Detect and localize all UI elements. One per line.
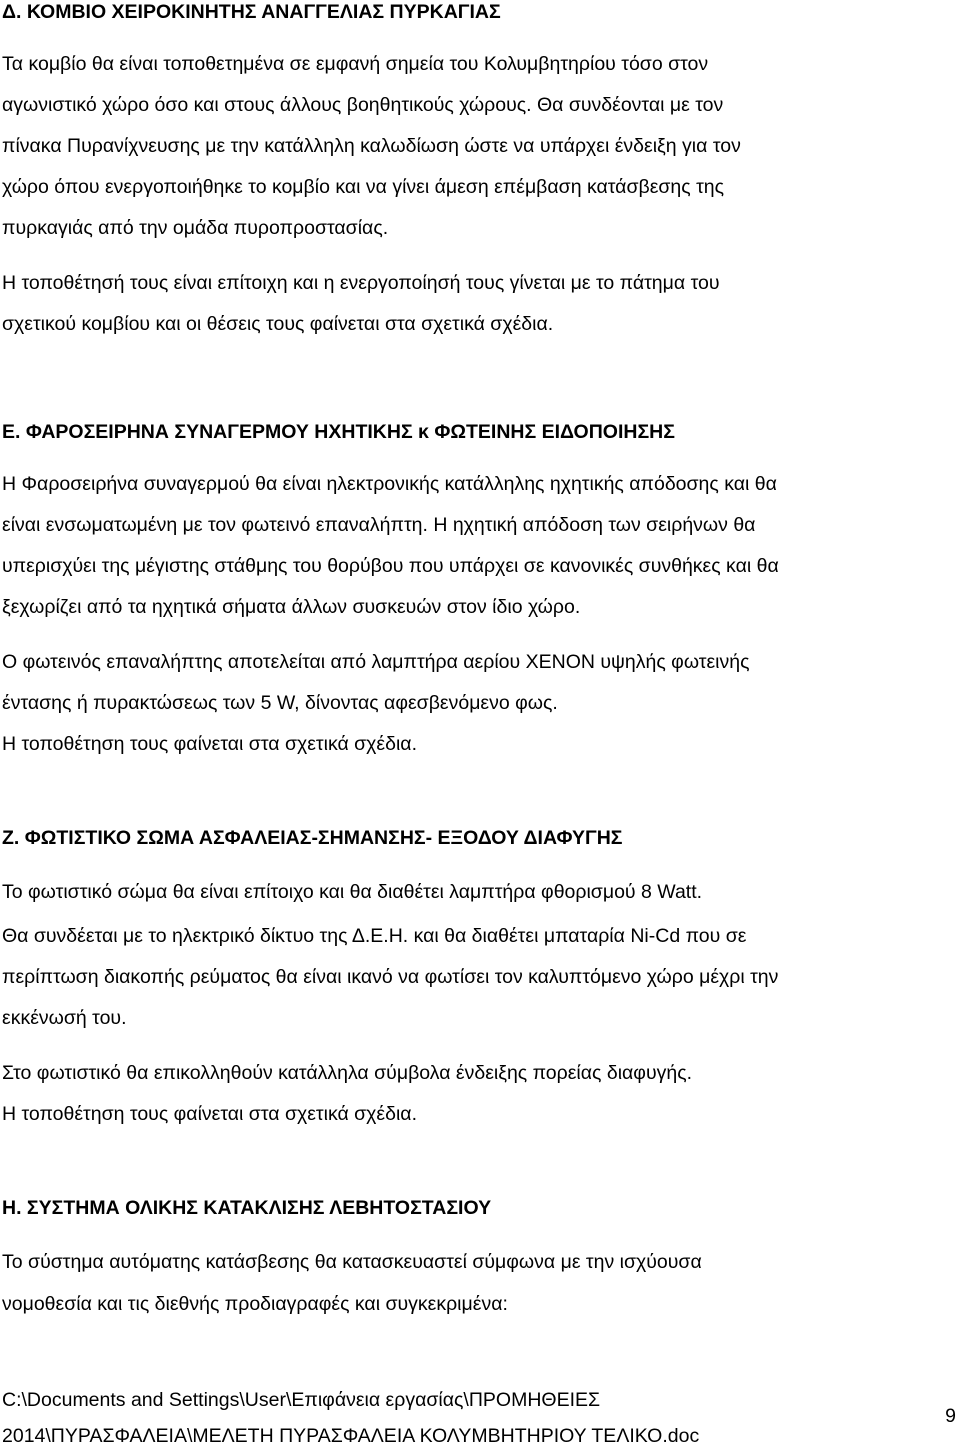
paragraph-line: Η τοποθέτησή τους είναι επίτοιχη και η ενεργοποίησή τους γίνεται με το πάτημα του	[2, 272, 720, 294]
paragraph-line: εκκένωσή του.	[2, 1007, 127, 1029]
section-heading-z: Ζ. ΦΩΤΙΣΤΙΚΟ ΣΩΜΑ ΑΣΦΑΛΕΙΑΣ-ΣΗΜΑΝΣΗΣ- ΕΞΟΔΟΥ ΔΙΑΦΥΓΗΣ	[2, 827, 623, 849]
paragraph-line: αγωνιστικό χώρο όσο και στους άλλους βοηθητικούς χώρους. Θα συνδέονται με τον	[2, 94, 724, 116]
paragraph-line: σχετικού κομβίου και οι θέσεις τους φαίνεται στα σχετικά σχέδια.	[2, 313, 554, 335]
paragraph-line: Η τοποθέτηση τους φαίνεται στα σχετικά σχέδια.	[2, 733, 417, 755]
paragraph-line: Η Φαροσειρήνα συναγερμού θα είναι ηλεκτρονικής κατάλληλης ηχητικής απόδοσης και θα	[2, 473, 777, 495]
paragraph-line: πυρκαγιάς από την ομάδα πυροπροστασίας.	[2, 217, 389, 239]
paragraph-line: χώρο όπου ενεργοποιήθηκε το κομβίο και να γίνει άμεση επέμβαση κατάσβεσης της	[2, 176, 725, 198]
paragraph-line: πίνακα Πυρανίχνευσης με την κατάλληλη καλωδίωση ώστε να υπάρχει ένδειξη για τον	[2, 135, 741, 157]
paragraph-line: περίπτωση διακοπής ρεύματος θα είναι ικανό να φωτίσει τον καλυπτόμενο χώρο μέχρι την	[2, 966, 779, 988]
section-heading-e: Ε. ΦΑΡΟΣΕΙΡΗΝΑ ΣΥΝΑΓΕΡΜΟΥ ΗΧΗΤΙΚΗΣ κ ΦΩΤΕΙΝΗΣ ΕΙΔΟΠΟΙΗΣΗΣ	[2, 421, 675, 443]
paragraph-line: ξεχωρίζει από τα ηχητικά σήματα άλλων συσκευών στον ίδιο χώρο.	[2, 596, 581, 618]
paragraph-line: Θα συνδέεται με το ηλεκτρικό δίκτυο της Δ.Ε.Η. και θα διαθέτει μπαταρία Ni-Cd που σε	[2, 925, 747, 947]
paragraph-line: Το φωτιστικό σώμα θα είναι επίτοιχο και θα διαθέτει λαμπτήρα φθορισμού 8 Watt.	[2, 881, 703, 903]
page-number: 9	[945, 1404, 956, 1427]
paragraph-line: νομοθεσία και τις διεθνής προδιαγραφές και συγκεκριμένα:	[2, 1293, 508, 1315]
section-heading-h: Η. ΣΥΣΤΗΜΑ ΟΛΙΚΗΣ ΚΑΤΑΚΛΙΣΗΣ ΛΕΒΗΤΟΣΤΑΣΙΟΥ	[2, 1197, 492, 1219]
paragraph-line: Στο φωτιστικό θα επικολληθούν κατάλληλα σύμβολα ένδειξης πορείας διαφυγής.	[2, 1062, 693, 1084]
paragraph-line: Τα κομβίο θα είναι τοποθετημένα σε εμφανή σημεία του Κολυμβητηρίου τόσο στον	[2, 53, 709, 75]
footer-file-path-line2: 2014\ΠΥΡΑΣΦΑΛΕΙΑ\ΜΕΛΕΤΗ ΠΥΡΑΣΦΑΛΕΙΑ ΚΟΛΥΜΒΗΤΗΡΙΟΥ ΤΕΛΙΚΟ.doc	[2, 1425, 700, 1447]
paragraph-line: Η τοποθέτηση τους φαίνεται στα σχετικά σχέδια.	[2, 1103, 417, 1125]
section-heading-d: Δ. ΚΟΜΒΙΟ ΧΕΙΡΟΚΙΝΗΤΗΣ ΑΝΑΓΓΕΛΙΑΣ ΠΥΡΚΑΓΙΑΣ	[2, 1, 501, 23]
paragraph-line: έντασης ή πυρακτώσεως των 5 W, δίνοντας αφεσβενόμενο φως.	[2, 692, 558, 714]
paragraph-line: Το σύστημα αυτόματης κατάσβεσης θα κατασκευαστεί σύμφωνα με την ισχύουσα	[2, 1251, 702, 1273]
paragraph-line: είναι ενσωματωμένη με τον φωτεινό επαναλήπτη. Η ηχητική απόδοση των σειρήνων θα	[2, 514, 756, 536]
paragraph-line: υπερισχύει της μέγιστης στάθμης του θορύβου που υπάρχει σε κανονικές συνθήκες και θα	[2, 555, 779, 577]
paragraph-line: Ο φωτεινός επαναλήπτης αποτελείται από λαμπτήρα αερίου XENON υψηλής φωτεινής	[2, 651, 750, 673]
footer-file-path-line1: C:\Documents and Settings\User\Επιφάνεια εργασίας\ΠΡΟΜΗΘΕΙΕΣ	[2, 1389, 601, 1411]
